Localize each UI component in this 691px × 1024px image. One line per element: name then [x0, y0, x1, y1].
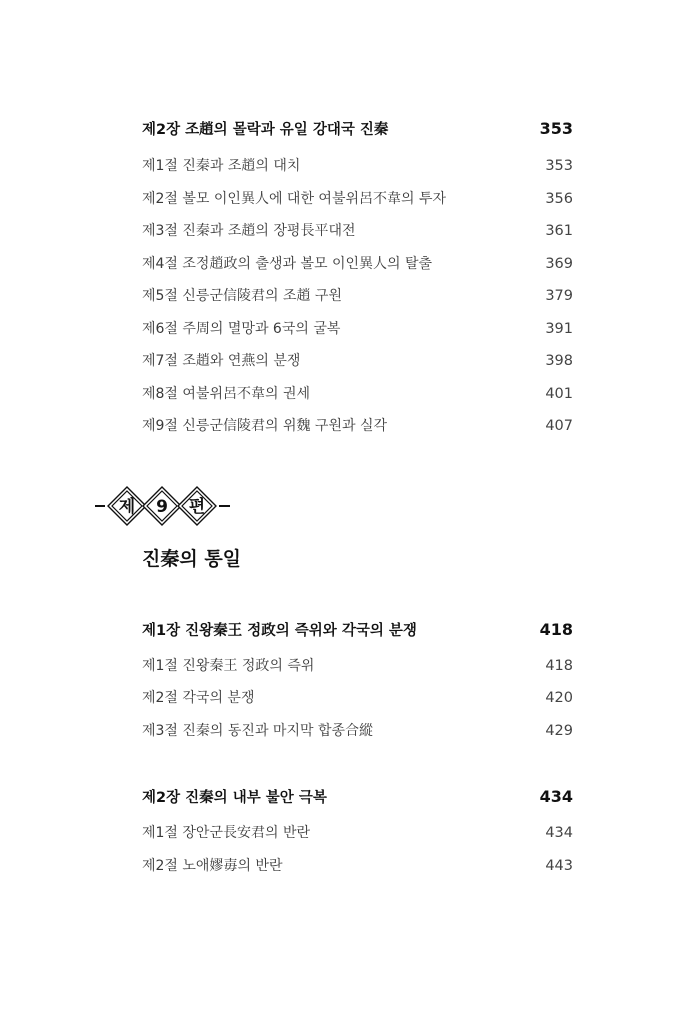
badge-char-3: 편 — [188, 497, 206, 517]
section-page: 401 — [545, 386, 573, 402]
toc-entry — [142, 687, 573, 707]
part-title: 진秦의 통일 — [142, 548, 242, 570]
chapter-title: 제1장 진왕秦王 정政의 즉위와 각국의 분쟁 — [142, 623, 417, 639]
toc-entry — [142, 318, 573, 338]
section-page: 361 — [545, 223, 573, 239]
section-page: 356 — [545, 191, 573, 207]
section-title: 제5절 신릉군信陵君의 조趙 구원 — [142, 288, 342, 304]
chapter-heading — [142, 619, 573, 640]
section-title: 제4절 조정趙政의 출생과 볼모 이인異人의 탈출 — [142, 256, 433, 272]
part-badge — [93, 484, 233, 528]
toc-entry — [142, 415, 573, 435]
toc-entry — [142, 220, 573, 240]
toc-entry — [142, 855, 573, 875]
badge-char-2: 9 — [156, 497, 168, 517]
section-page: 391 — [545, 321, 573, 337]
section-title: 제2절 각국의 분쟁 — [142, 690, 255, 706]
chapter-title: 제2장 진秦의 내부 불안 극복 — [142, 790, 327, 806]
toc-entry — [142, 822, 573, 842]
chapter-page: 418 — [539, 620, 573, 639]
section-title: 제3절 진秦과 조趙의 장평長平대전 — [142, 223, 356, 239]
chapter-page: 353 — [539, 119, 573, 138]
section-title: 제8절 여불위呂不韋의 권세 — [142, 386, 310, 402]
section-page: 420 — [545, 690, 573, 706]
toc-entry — [142, 383, 573, 403]
chapter-title: 제2장 조趙의 몰락과 유일 강대국 진秦 — [142, 122, 389, 138]
section-page: 379 — [545, 288, 573, 304]
section-title: 제1절 장안군長安君의 반란 — [142, 825, 310, 841]
toc-entry — [142, 188, 573, 208]
section-page: 369 — [545, 256, 573, 272]
chapter-heading — [142, 786, 573, 807]
toc-entry — [142, 285, 573, 305]
section-title: 제2절 노애嫪毐의 반란 — [142, 858, 283, 874]
section-page: 429 — [545, 723, 573, 739]
section-page: 434 — [545, 825, 573, 841]
section-page: 418 — [545, 658, 573, 674]
toc-entry — [142, 350, 573, 370]
section-title: 제1절 진왕秦王 정政의 즉위 — [142, 658, 315, 674]
section-page: 407 — [545, 418, 573, 434]
section-title: 제1절 진秦과 조趙의 대치 — [142, 158, 301, 174]
section-title: 제3절 진秦의 동진과 마지막 합종合縱 — [142, 723, 373, 739]
section-title: 제2절 볼모 이인異人에 대한 여불위呂不韋의 투자 — [142, 191, 447, 207]
toc-entry — [142, 720, 573, 740]
section-page: 353 — [545, 158, 573, 174]
badge-char-1: 제 — [118, 497, 136, 517]
section-title: 제7절 조趙와 연燕의 분쟁 — [142, 353, 301, 369]
section-page: 398 — [545, 353, 573, 369]
chapter-page: 434 — [539, 787, 573, 806]
section-page: 443 — [545, 858, 573, 874]
toc-entry — [142, 253, 573, 273]
toc-entry — [142, 155, 573, 175]
chapter-heading — [142, 118, 573, 139]
section-title: 제9절 신릉군信陵君의 위魏 구원과 실각 — [142, 418, 387, 434]
section-title: 제6절 주周의 멸망과 6국의 굴복 — [142, 321, 341, 337]
toc-entry — [142, 655, 573, 675]
